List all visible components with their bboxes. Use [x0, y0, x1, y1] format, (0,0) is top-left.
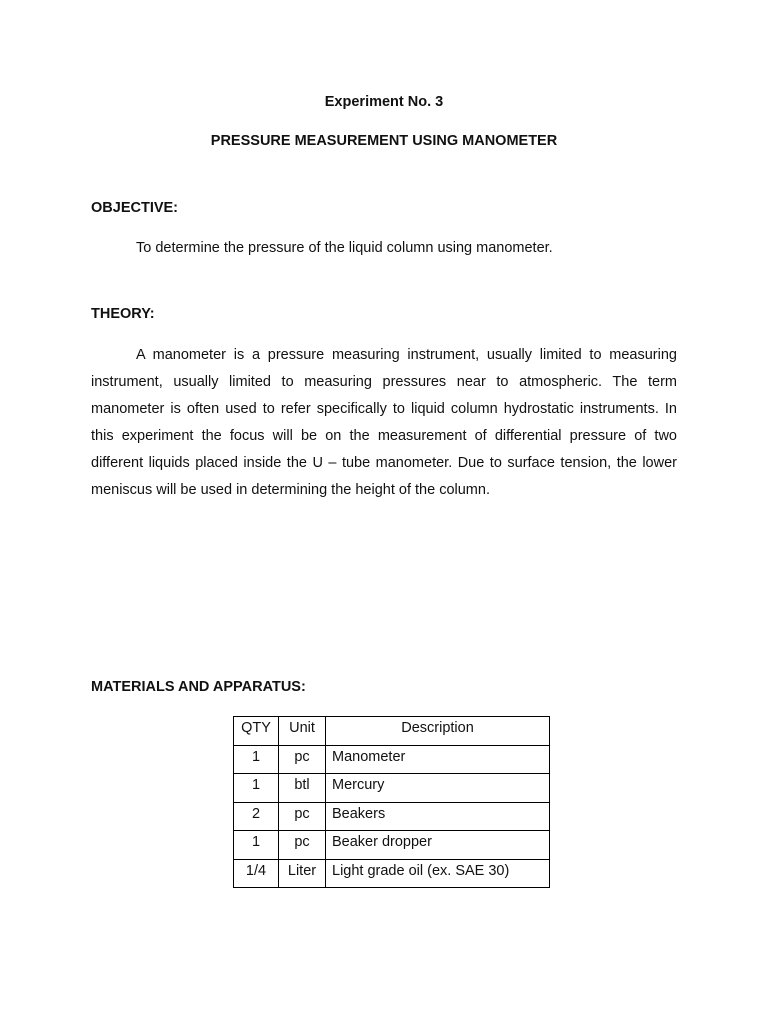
cell-qty: 1 — [234, 774, 279, 803]
objective-heading: OBJECTIVE: — [91, 200, 179, 216]
materials-table — [233, 716, 550, 888]
table-row — [234, 831, 550, 860]
theory-paragraph: A manometer is a pressure measuring instrument, usually limited to measuring instrument, usually limited to measuring pressures near to atmospheric. The term manometer is often used to refer specifically to liquid column hydrostatic instruments. In this experiment the focus will be on the measurement of differential pressure of two different liquids placed inside the U – tube manometer. Due to surface tension, the lower meniscus will be used in determining the height of the column. — [91, 347, 677, 498]
cell-description: Mercury — [326, 774, 550, 803]
column-header-qty: QTY — [234, 717, 279, 746]
column-header-unit: Unit — [279, 717, 326, 746]
cell-unit: pc — [279, 831, 326, 860]
cell-unit: pc — [279, 745, 326, 774]
table-row — [234, 859, 550, 888]
table-row — [234, 745, 550, 774]
cell-description: Beaker dropper — [326, 831, 550, 860]
materials-heading: MATERIALS AND APPARATUS: — [91, 679, 306, 695]
cell-description: Beakers — [326, 802, 550, 831]
table-row — [234, 802, 550, 831]
cell-description: Light grade oil (ex. SAE 30) — [326, 859, 550, 888]
cell-qty: 1/4 — [234, 859, 279, 888]
cell-unit: Liter — [279, 859, 326, 888]
cell-unit: pc — [279, 802, 326, 831]
cell-unit: btl — [279, 774, 326, 803]
table-row — [234, 774, 550, 803]
cell-qty: 2 — [234, 802, 279, 831]
experiment-number: Experiment No. 3 — [324, 94, 444, 110]
cell-qty: 1 — [234, 831, 279, 860]
cell-qty: 1 — [234, 745, 279, 774]
cell-description: Manometer — [326, 745, 550, 774]
theory-heading: THEORY: — [91, 306, 155, 322]
objective-text: To determine the pressure of the liquid column using manometer. — [136, 240, 553, 256]
table-header-row — [234, 717, 550, 746]
column-header-description: Description — [326, 717, 550, 746]
document-title: PRESSURE MEASUREMENT USING MANOMETER — [210, 133, 558, 149]
